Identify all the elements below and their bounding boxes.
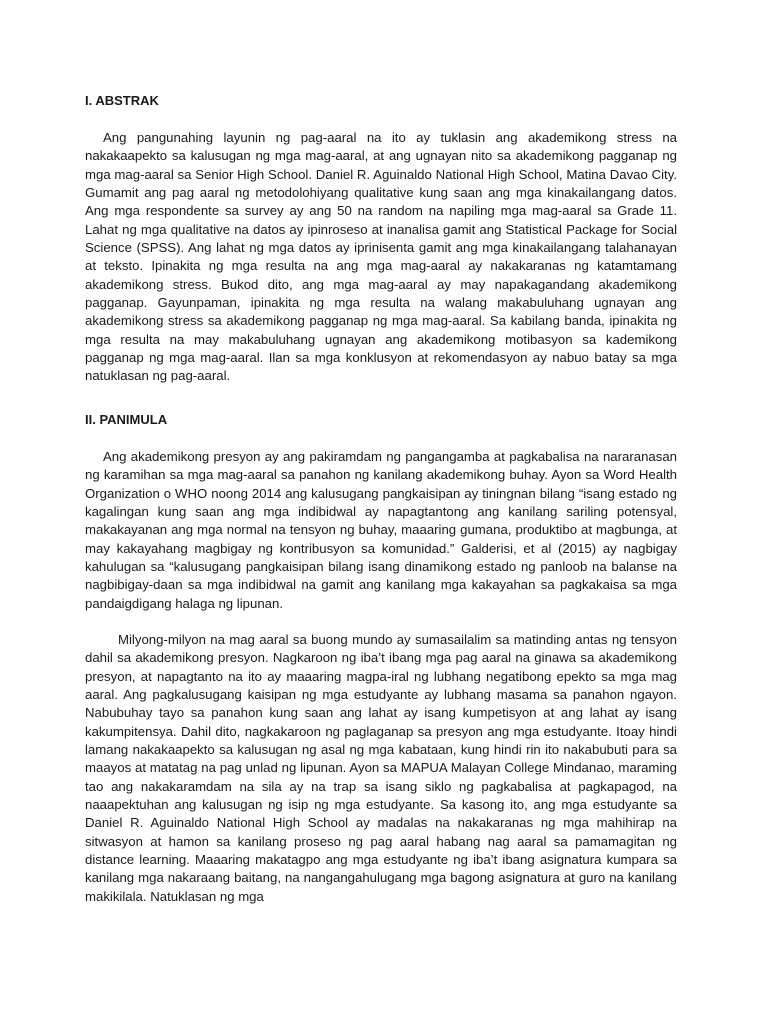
- panimula-paragraph-1: Ang akademikong presyon ay ang pakiramdam ng pangangamba at pagkabalisa na nararanasan ng karamihan sa mga mag-aaral sa panahon ng kanilang akademikong buhay. Ayon sa Word Health Organization o WHO noong 2014 ang kalusugang pangkaisipan ay tiningnan bilang “isang estado ng kagalingan kung saan ang mga indibidwal ay napagtantong ang kanilang sariling potensyal, makakayanan ang mga normal na tensyon ng buhay, maaaring gumana, produktibo at magbunga, at may kakayahang magbigay ng kontribusyon sa komunidad.” Galderisi, et al (2015) ay nagbigay kahulugan sa “kalusugang pangkaisipan bilang isang dinamikong estado ng panloob na balanse na nagbibigay-daan sa mga indibidwal na gamit ang kanilang mga kakayahan sa pagkakaisa sa mga pandaigdigang halaga ng lipunan.: [85, 448, 677, 611]
- document-page: [85, 92, 677, 906]
- section-heading-abstrak: I. ABSTRAK: [85, 93, 159, 108]
- panimula-paragraph-2: Milyong-milyon na mag aaral sa buong mundo ay sumasailalim sa matinding antas ng tensyon dahil sa akademikong presyon. Nagkaroon ng iba’t ibang mga pag aaral na ginawa sa akademikong presyon, at napagtanto na ito ay maaaring magpa-iral ng lubhang negatibong epekto sa mga mag aaral. Ang pagkalusugang kaisipan ng mga estudyante ay lubhang masama sa panahon ngayon. Nabubuhay tayo sa panahon kung saan ang lahat ay isang kumpetisyon at ang lahat ay isang kakumpitensya. Dahil dito, nagkakaroon ng paglaganap sa presyon ang mga estudyante. Itoay hindi lamang nakakaapekto sa kalusugan ng asal ng mga kabataan, kung hindi rin ito nakabubuti para sa maayos at matatag na pag unlad ng lipunan. Ayon sa MAPUA Malayan College Mindanao, maraming tao ang nakakaramdam na sila ay na trap sa isang siklo ng pagkabalisa at pagkapagod, na naaapektuhan ang kalusugan ng isip ng mga estudyante. Sa kasong ito, ang mga estudyante sa Daniel R. Aguinaldo National High School ay madalas na nakakaranas ng mga mahihirap na sitwasyon at hamon sa kanilang proseso ng pag aaral habang nag aaral sa pamamagitan ng distance learning. Maaaring makatagpo ang mga estudyante ng iba’t ibang asignatura kumpara sa kanilang mga nakaraang baitang, na nangangahulugang mga bagong asignatura at guro na kanilang makikilala. Natuklasan ng mga: [85, 631, 677, 904]
- section-heading-panimula: II. PANIMULA: [85, 411, 168, 427]
- abstrak-paragraph: Ang pangunahing layunin ng pag-aaral na ito ay tuklasin ang akademikong stress na nakakaapekto sa kalusugan ng mga mag-aaral, at ang ugnayan nito sa akademikong pagganap ng mga mag-aaral sa Senior High School. Daniel R. Aguinaldo National High School, Matina Davao City. Gumamit ang pag aaral ng metodolohiyang qualitative kung saan ang mga kinakailangang datos. Ang mga respondente sa survey ay ang 50 na random na napiling mga mag-aaral sa Grade 11. Lahat ng mga qualitative na datos ay ipinroseso at inanalisa gamit ang Statistical Package for Social Science (SPSS). Ang lahat ng mga datos ay iprinisenta gamit ang mga kinakailangang talahanayan at teksto. Ipinakita ng mga resulta na ang mga mag-aaral ay nakakaranas ng katamtamang akademikong stress. Bukod dito, ang mga mag-aaral ay may napakagandang akademikong pagganap. Gayunpaman, ipinakita ng mga resulta na walang makabuluhang ugnayan ang akademikong stress sa akademikong pagganap ng mga mag-aaral. Sa kabilang banda, ipinakita ng mga resulta na may makabuluhang ugnayan ang akademikong motibasyon sa kademikong pagganap ng mga mag-aaral. Ilan sa mga konklusyon at rekomendasyon ay nabuo batay sa mga natuklasan ng pag-aaral.: [85, 130, 677, 384]
